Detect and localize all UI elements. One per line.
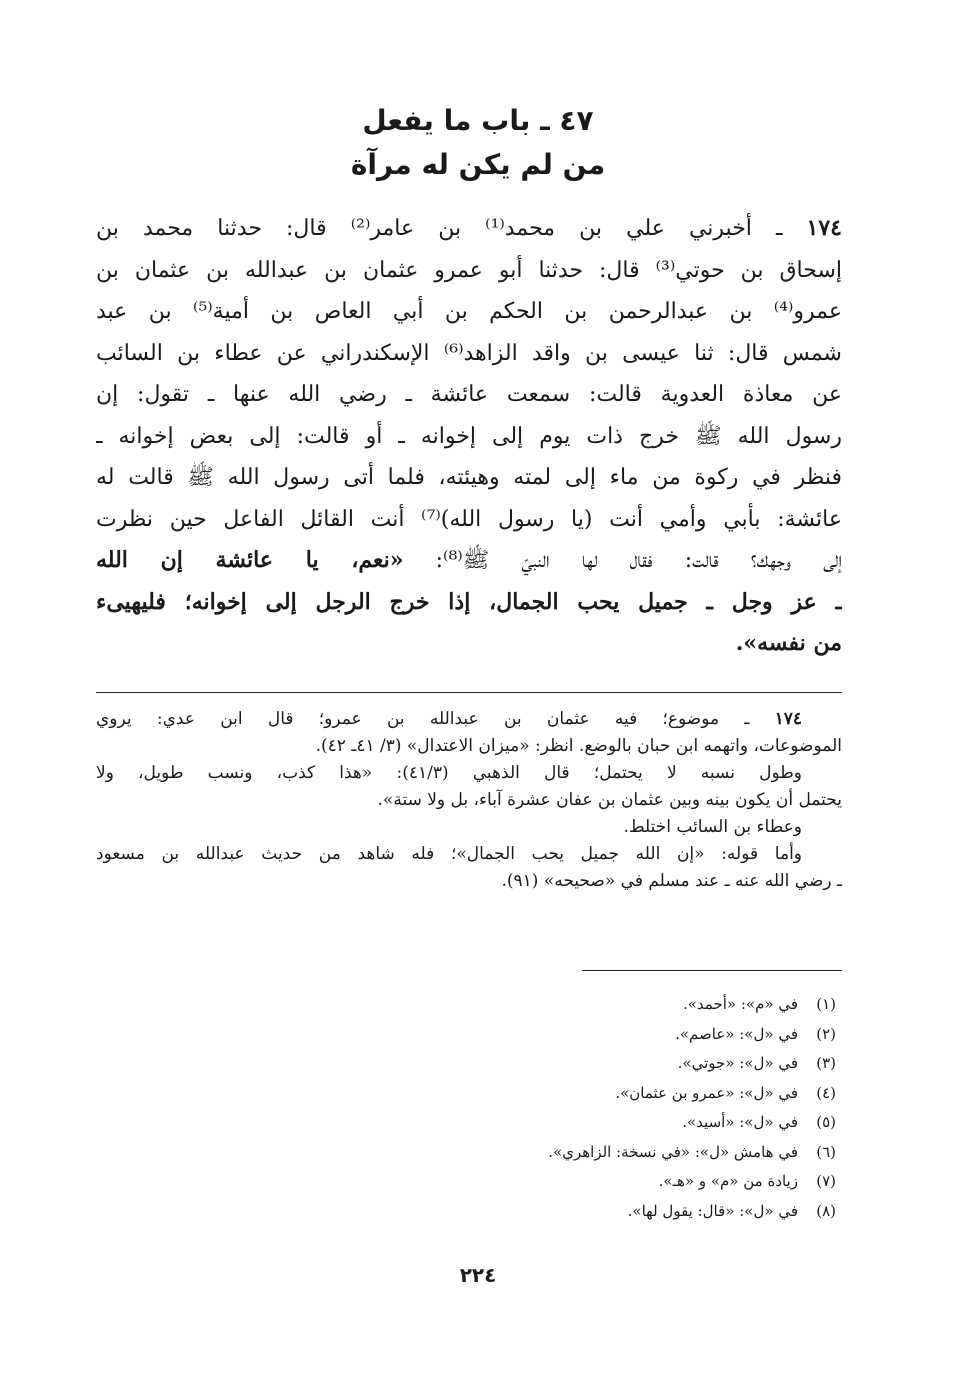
hadith-line: إسحاق بن حوتي⁽³⁾ قال: حدثنا أبو عمرو عثمان بن عبدالله بن عثمان بن [96,257,842,283]
footnote-item: (١)في «م»: «أحمد». [682,995,836,1013]
hadith-line: ١٧٤ ـ أخبرني علي بن محمد⁽¹⁾ بن عامر⁽²⁾ قال: حدثنا محمد بن [96,215,842,241]
footnotes-list [300,990,836,1226]
chapter-subheading: من لم يكن له مرآة [350,148,606,181]
hadith-line: شمس قال: ثنا عيسى بن واقد الزاهد⁽⁶⁾ الإسكندراني عن عطاء بن السائب [96,340,842,366]
page-number: ٢٢٤ [459,1263,497,1287]
footnote-item: (٨)في «ل»: «قال: يقول لها». [627,1201,836,1220]
hadith-line: فنظر في ركوة من ماء إلى لمته وهيئته، فلما أتى رسول الله ﷺ قالت له [96,465,842,490]
footnote-item: (٤)في «ل»: «عمرو بن عثمان». [615,1083,836,1102]
footnote-item: (٥)في «ل»: «أسيد». [682,1113,836,1131]
prophet-quote-line: ـ عز وجل ـ جميل يحب الجمال، إذا خرج الرجل إلى إخوانه؛ فليهيىء [96,588,842,615]
commentary-line: ـ رضي الله عنه ـ عند مسلم في «صحيحه» (٩١). [501,871,842,891]
hadith-line: عن معاذة العدوية قالت: سمعت عائشة ـ رضي الله عنها ـ تقول: إن [96,382,842,407]
footnote-divider [582,970,842,971]
commentary-line: يحتمل أن يكون بينه وبين عثمان بن عفان عشرة آباء، بل ولا ستة». [377,790,842,810]
footnote-item: (٦)في هامش «ل»: «في نسخة: الزاهري». [548,1142,836,1161]
hadith-line: عائشة: بأبي وأمي أنت (يا رسول الله)⁽⁷⁾ أنت القائل الفاعل حين نظرت [96,506,842,532]
section-divider [96,692,842,693]
commentary-line: ١٧٤ ـ موضوع؛ فيه عثمان بن عبدالله بن عمرو؛ قال ابن عدي: يروي [96,709,802,729]
hadith-line: إلى وجهك؟ قالت: فقال لها النبيّ ﷺ⁽⁸⁾: «نعم، يا عائشة إن الله [96,547,842,573]
commentary-block [96,706,842,895]
footnote-item: (٧)زيادة من «م» و «هـ». [658,1172,836,1190]
commentary-line: وعطاء بن السائب اختلط. [623,817,802,837]
commentary-line: وأما قوله: «إن الله جميل يحب الجمال»؛ فله شاهد من حديث عبدالله بن مسعود [96,844,802,864]
hadith-number: ١٧٤ [806,215,842,241]
commentary-line: وطول نسبه لا يحتمل؛ قال الذهبي (٤١/٣): «هذا كذب، ونسب طويل، ولا [96,763,802,783]
commentary-line: الموضوعات، واتهمه ابن حبان بالوضع. انظر: «ميزان الاعتدال» (٣/ ٤١ـ ٤٢). [315,736,842,756]
footnote-item: (٢)في «ل»: «عاصم». [675,1024,836,1043]
commentary-number: ١٧٤ [774,709,802,729]
prophet-quote-start: «نعم، يا عائشة إن الله [96,547,404,573]
prophet-quote-end: من نفسه». [735,630,842,656]
hadith-line: رسول الله ﷺ خرج ذات يوم إلى إخوانه ـ أو قالت: إلى بعض إخوانه ـ [96,423,842,449]
footnote-item: (٣)في «ل»: «جوتي». [677,1054,836,1072]
chapter-heading: ٤٧ ـ باب ما يفعل [362,104,594,137]
hadith-line: عمرو⁽⁴⁾ بن عبدالرحمن بن الحكم بن أبي العاص بن أمية⁽⁵⁾ بن عبد [96,299,842,324]
hadith-text [96,208,842,665]
